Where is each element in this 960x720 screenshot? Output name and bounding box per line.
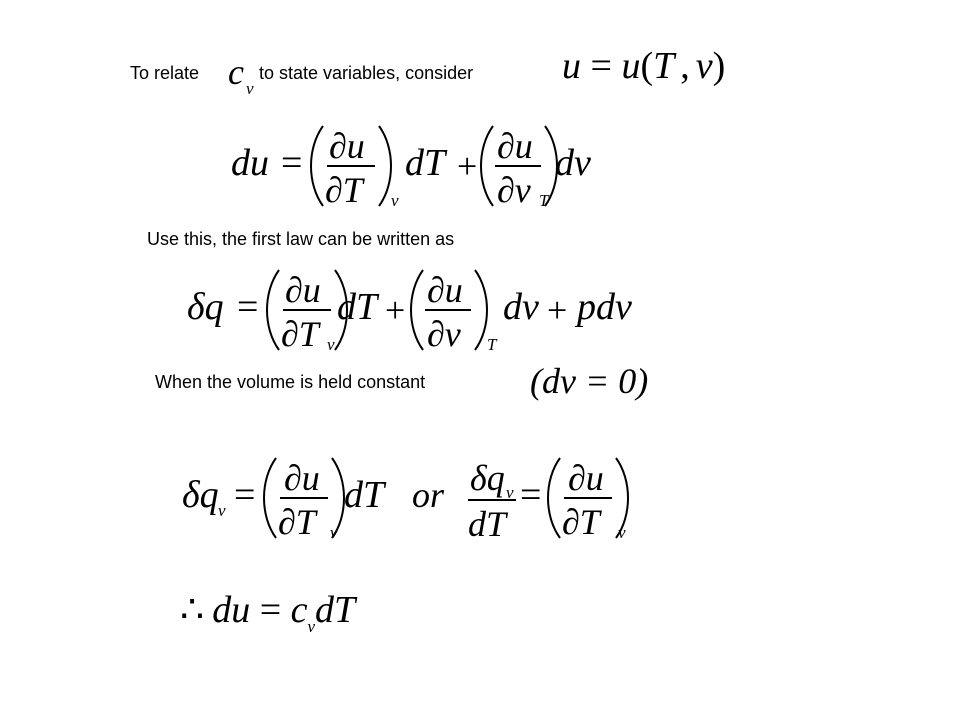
dqv-right-numerator: ∂u <box>568 458 604 498</box>
constant-volume-condition: (dv = 0) <box>530 361 649 401</box>
dq-term1-numerator: ∂u <box>285 270 321 310</box>
dq-term1-denominator: ∂T <box>281 314 319 354</box>
dq-term1-differential: dT <box>337 286 378 328</box>
du-term1-differential: dT <box>405 142 446 184</box>
final-c: c <box>290 589 308 631</box>
eq-u-equals: = <box>590 45 612 87</box>
dqv-lhs: δq <box>182 474 219 516</box>
dq-term2-subscript: T <box>487 335 497 354</box>
dq-term2-numerator: ∂u <box>427 270 463 310</box>
dq-term2-denominator: ∂v <box>427 314 461 354</box>
equation-u-of-T-v <box>562 44 725 88</box>
dqv-or: or <box>412 475 445 515</box>
intro-text-lead: To relate <box>130 63 200 83</box>
du-plus: + <box>457 146 478 186</box>
dq-term3-pdv: pdv <box>577 286 632 328</box>
final-c-subscript: v <box>307 617 316 636</box>
final-du: du <box>212 589 251 631</box>
du-term2-numerator: ∂u <box>497 126 533 166</box>
dqv-lhs-subscript: v <box>218 501 226 520</box>
du-term2-left-paren <box>481 126 493 206</box>
dq-plus-2: + <box>547 290 568 330</box>
dqv-frac2-denominator: dT <box>468 504 507 544</box>
du-term2-denominator: ∂v <box>497 170 531 210</box>
dqv-equals: = <box>234 474 256 516</box>
dqv-right-denominator: ∂T <box>562 502 600 542</box>
dqv-subscript: v <box>330 523 338 542</box>
eq-u-comma: , <box>680 45 690 87</box>
therefore-symbol: ∴ <box>180 589 205 631</box>
eq-u-lhs: u <box>562 45 581 87</box>
du-term1-left-paren <box>311 126 323 206</box>
eq-u-arg-T: T <box>653 45 675 87</box>
cv-c: c <box>228 52 244 92</box>
final-equation <box>180 588 355 639</box>
intro-text-mid: to state variables, consider <box>259 63 474 83</box>
dq-equals: = <box>237 286 259 328</box>
du-term1-right-paren <box>379 126 391 206</box>
dqv-differential: dT <box>344 474 385 516</box>
cv-symbol <box>228 52 252 99</box>
dqv-numerator: ∂u <box>284 458 320 498</box>
final-dT: dT <box>315 589 356 631</box>
cv-subscript: v <box>245 79 254 98</box>
first-law-text: Use this, the first law can be written as <box>147 229 455 249</box>
equation-dqv <box>180 450 640 550</box>
dq-lhs: δq <box>187 286 224 328</box>
du-lhs: du <box>231 142 269 184</box>
dqv-denominator: ∂T <box>278 502 316 542</box>
eq-u-open-paren: ( <box>640 45 654 87</box>
dq-term2-differential: dv <box>503 286 539 328</box>
eq-u-fn: u <box>621 45 641 87</box>
dq-term1-left-paren <box>267 270 279 350</box>
dqv-right-left-paren <box>548 458 560 538</box>
dq-term2-right-paren <box>475 270 487 350</box>
dqv-frac2-numerator: δq <box>470 458 505 498</box>
du-term1-denominator: ∂T <box>325 170 363 210</box>
dqv-equals-2: = <box>520 474 542 516</box>
du-term1-subscript: v <box>391 191 399 210</box>
eq-u-close-paren: ) <box>712 45 726 87</box>
dqv-right-subscript: v <box>618 523 626 542</box>
equation-dq <box>185 262 635 362</box>
final-equals: = <box>259 589 282 631</box>
dq-term2-left-paren <box>411 270 423 350</box>
du-equals: = <box>281 142 303 184</box>
du-term2-differential: dv <box>555 142 591 184</box>
equation-du <box>225 118 605 218</box>
du-term2-subscript: T <box>539 191 549 210</box>
dq-plus-1: + <box>385 290 406 330</box>
dq-term1-subscript: v <box>327 335 335 354</box>
dqv-frac2-numerator-subscript: v <box>506 483 514 502</box>
constant-volume-text: When the volume is held constant <box>155 372 426 392</box>
du-term1-numerator: ∂u <box>329 126 365 166</box>
dqv-left-paren <box>264 458 276 538</box>
eq-u-arg-v: v <box>695 45 713 87</box>
